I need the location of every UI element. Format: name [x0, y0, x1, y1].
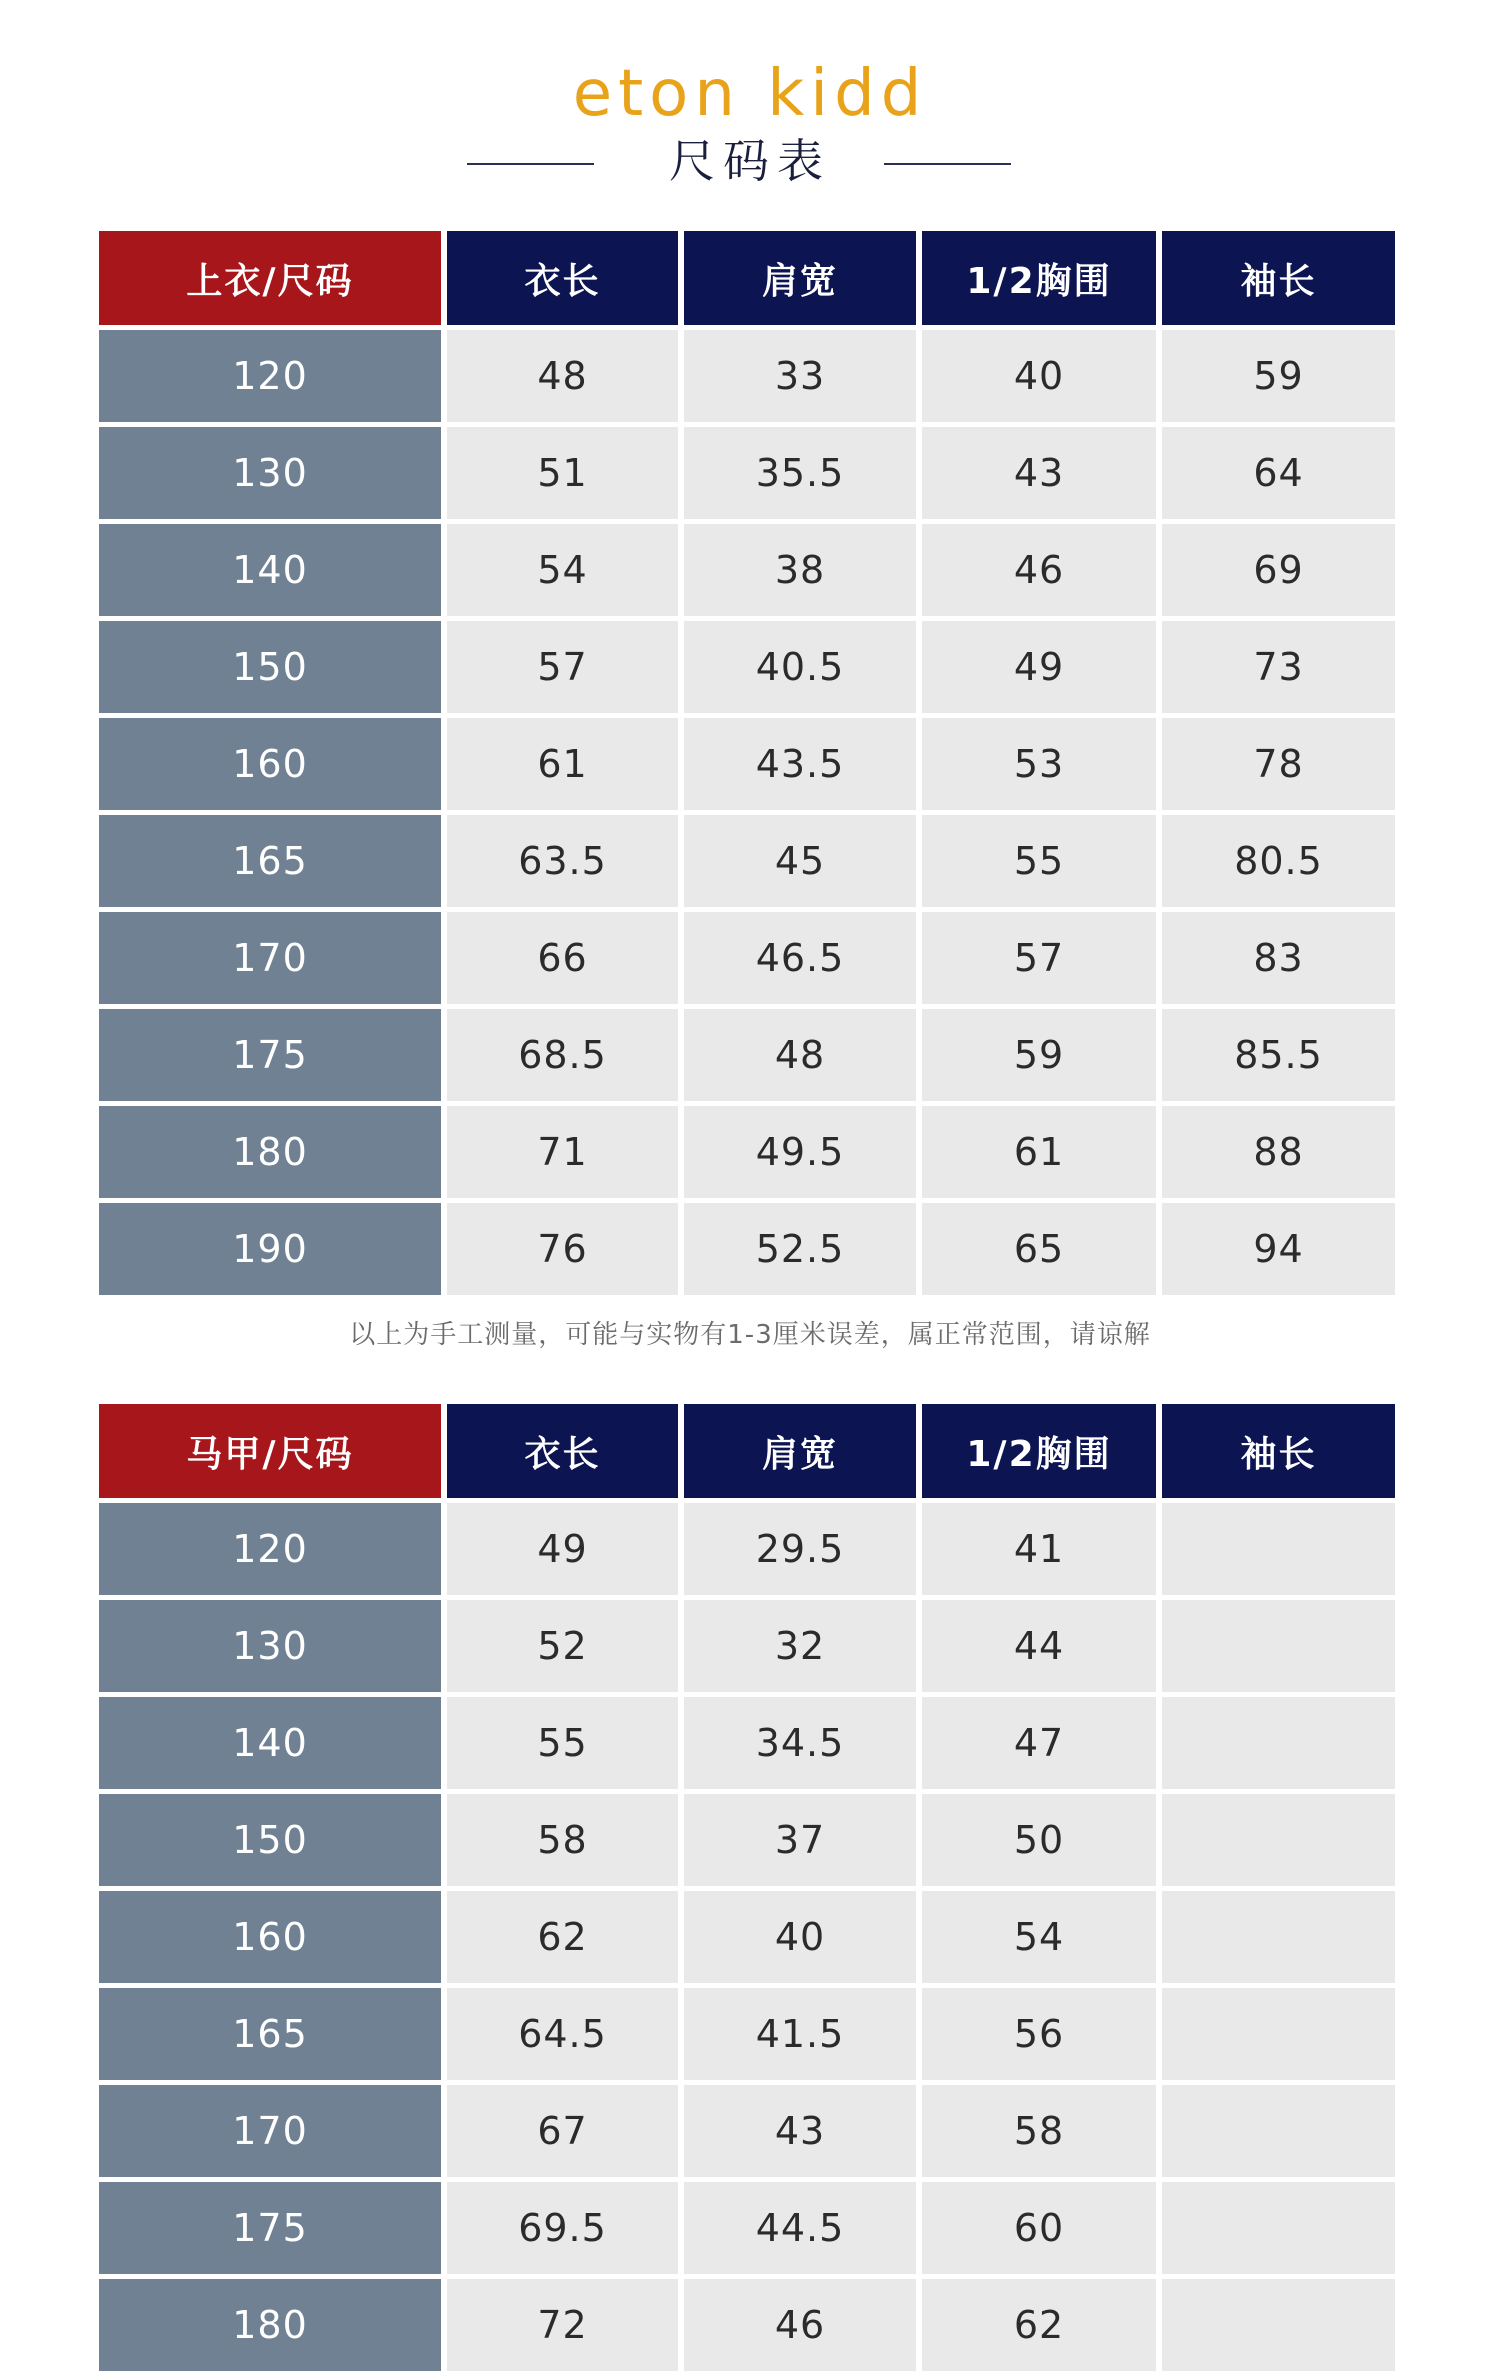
cell-half-chest: 50 [922, 1794, 1156, 1886]
cell-half-chest: 54 [922, 1891, 1156, 1983]
cell-length: 71 [447, 1106, 678, 1198]
cell-size: 165 [99, 815, 441, 907]
cell-sleeve: 64 [1162, 427, 1395, 519]
cell-shoulder: 48 [684, 1009, 916, 1101]
cell-sleeve [1162, 2182, 1395, 2274]
cell-sleeve [1162, 1988, 1395, 2080]
cell-sleeve [1162, 2085, 1395, 2177]
table-row [99, 2085, 1401, 2177]
header-length: 衣长 [447, 1404, 678, 1498]
table-row [99, 718, 1401, 810]
cell-length: 61 [447, 718, 678, 810]
cell-size: 160 [99, 1891, 441, 1983]
cell-length: 63.5 [447, 815, 678, 907]
cell-size: 120 [99, 1503, 441, 1595]
cell-sleeve: 69 [1162, 524, 1395, 616]
table-row [99, 1203, 1401, 1295]
header-sleeve: 袖长 [1162, 231, 1395, 325]
cell-shoulder: 43 [684, 2085, 916, 2177]
cell-size: 170 [99, 2085, 441, 2177]
cell-half-chest: 40 [922, 330, 1156, 422]
table-header [99, 1404, 1401, 1498]
cell-size: 140 [99, 1697, 441, 1789]
cell-length: 52 [447, 1600, 678, 1692]
vest-size-table [99, 1404, 1401, 2371]
table-body [99, 330, 1401, 1295]
table-row [99, 2279, 1401, 2371]
cell-sleeve [1162, 1600, 1395, 1692]
header-shoulder: 肩宽 [684, 231, 916, 325]
cell-sleeve: 83 [1162, 912, 1395, 1004]
table-row [99, 524, 1401, 616]
cell-length: 62 [447, 1891, 678, 1983]
cell-half-chest: 61 [922, 1106, 1156, 1198]
title-rule-right [884, 163, 1011, 165]
cell-size: 150 [99, 1794, 441, 1886]
cell-shoulder: 46 [684, 2279, 916, 2371]
cell-shoulder: 38 [684, 524, 916, 616]
cell-length: 72 [447, 2279, 678, 2371]
cell-length: 57 [447, 621, 678, 713]
tops-size-table [99, 231, 1401, 1295]
cell-length: 48 [447, 330, 678, 422]
cell-half-chest: 44 [922, 1600, 1156, 1692]
cell-shoulder: 34.5 [684, 1697, 916, 1789]
cell-shoulder: 49.5 [684, 1106, 916, 1198]
cell-shoulder: 33 [684, 330, 916, 422]
cell-half-chest: 41 [922, 1503, 1156, 1595]
cell-length: 66 [447, 912, 678, 1004]
cell-length: 55 [447, 1697, 678, 1789]
cell-length: 64.5 [447, 1988, 678, 2080]
cell-size: 180 [99, 1106, 441, 1198]
cell-half-chest: 57 [922, 912, 1156, 1004]
cell-size: 175 [99, 1009, 441, 1101]
cell-half-chest: 62 [922, 2279, 1156, 2371]
cell-sleeve: 88 [1162, 1106, 1395, 1198]
table-row [99, 330, 1401, 422]
table-header [99, 231, 1401, 325]
header-size: 上衣/尺码 [99, 231, 441, 325]
cell-shoulder: 40 [684, 1891, 916, 1983]
cell-length: 58 [447, 1794, 678, 1886]
cell-shoulder: 44.5 [684, 2182, 916, 2274]
cell-shoulder: 41.5 [684, 1988, 916, 2080]
page-header [0, 0, 1500, 200]
table-row [99, 427, 1401, 519]
cell-sleeve: 78 [1162, 718, 1395, 810]
cell-sleeve [1162, 1503, 1395, 1595]
table-body [99, 1503, 1401, 2371]
cell-length: 54 [447, 524, 678, 616]
cell-sleeve: 80.5 [1162, 815, 1395, 907]
cell-half-chest: 47 [922, 1697, 1156, 1789]
measurement-note: 以上为手工测量，可能与实物有1-3厘米误差，属正常范围，请谅解 [349, 1320, 1151, 1350]
cell-size: 120 [99, 330, 441, 422]
table-row [99, 1891, 1401, 1983]
cell-size: 165 [99, 1988, 441, 2080]
table-row [99, 1600, 1401, 1692]
cell-half-chest: 58 [922, 2085, 1156, 2177]
cell-sleeve: 59 [1162, 330, 1395, 422]
cell-length: 69.5 [447, 2182, 678, 2274]
cell-half-chest: 49 [922, 621, 1156, 713]
cell-shoulder: 35.5 [684, 427, 916, 519]
header-size: 马甲/尺码 [99, 1404, 441, 1498]
cell-sleeve: 94 [1162, 1203, 1395, 1295]
cell-half-chest: 46 [922, 524, 1156, 616]
cell-size: 175 [99, 2182, 441, 2274]
cell-size: 140 [99, 524, 441, 616]
cell-size: 160 [99, 718, 441, 810]
cell-size: 150 [99, 621, 441, 713]
header-half-chest: 1/2胸围 [922, 1404, 1156, 1498]
cell-length: 67 [447, 2085, 678, 2177]
cell-half-chest: 55 [922, 815, 1156, 907]
cell-sleeve [1162, 1697, 1395, 1789]
cell-shoulder: 40.5 [684, 621, 916, 713]
cell-length: 51 [447, 427, 678, 519]
cell-half-chest: 65 [922, 1203, 1156, 1295]
cell-size: 130 [99, 427, 441, 519]
table-row [99, 2182, 1401, 2274]
cell-shoulder: 52.5 [684, 1203, 916, 1295]
header-half-chest: 1/2胸围 [922, 231, 1156, 325]
cell-size: 180 [99, 2279, 441, 2371]
cell-sleeve [1162, 1891, 1395, 1983]
table-row [99, 815, 1401, 907]
cell-shoulder: 37 [684, 1794, 916, 1886]
table-row [99, 1009, 1401, 1101]
cell-sleeve: 85.5 [1162, 1009, 1395, 1101]
cell-half-chest: 60 [922, 2182, 1156, 2274]
cell-half-chest: 59 [922, 1009, 1156, 1101]
cell-size: 190 [99, 1203, 441, 1295]
table-row [99, 1988, 1401, 2080]
cell-half-chest: 43 [922, 427, 1156, 519]
cell-shoulder: 32 [684, 1600, 916, 1692]
header-sleeve: 袖长 [1162, 1404, 1395, 1498]
table-row [99, 1697, 1401, 1789]
table-row [99, 1794, 1401, 1886]
cell-sleeve [1162, 2279, 1395, 2371]
cell-sleeve [1162, 1794, 1395, 1886]
table-row [99, 621, 1401, 713]
table-row [99, 912, 1401, 1004]
brand-logo: eton kidd [572, 57, 928, 131]
cell-size: 130 [99, 1600, 441, 1692]
table-row [99, 1503, 1401, 1595]
page-title: 尺码表 [669, 134, 831, 188]
cell-shoulder: 45 [684, 815, 916, 907]
cell-shoulder: 29.5 [684, 1503, 916, 1595]
cell-shoulder: 43.5 [684, 718, 916, 810]
header-length: 衣长 [447, 231, 678, 325]
table-row [99, 1106, 1401, 1198]
cell-length: 68.5 [447, 1009, 678, 1101]
header-shoulder: 肩宽 [684, 1404, 916, 1498]
cell-sleeve: 73 [1162, 621, 1395, 713]
cell-half-chest: 56 [922, 1988, 1156, 2080]
cell-length: 76 [447, 1203, 678, 1295]
cell-size: 170 [99, 912, 441, 1004]
cell-length: 49 [447, 1503, 678, 1595]
cell-shoulder: 46.5 [684, 912, 916, 1004]
cell-half-chest: 53 [922, 718, 1156, 810]
